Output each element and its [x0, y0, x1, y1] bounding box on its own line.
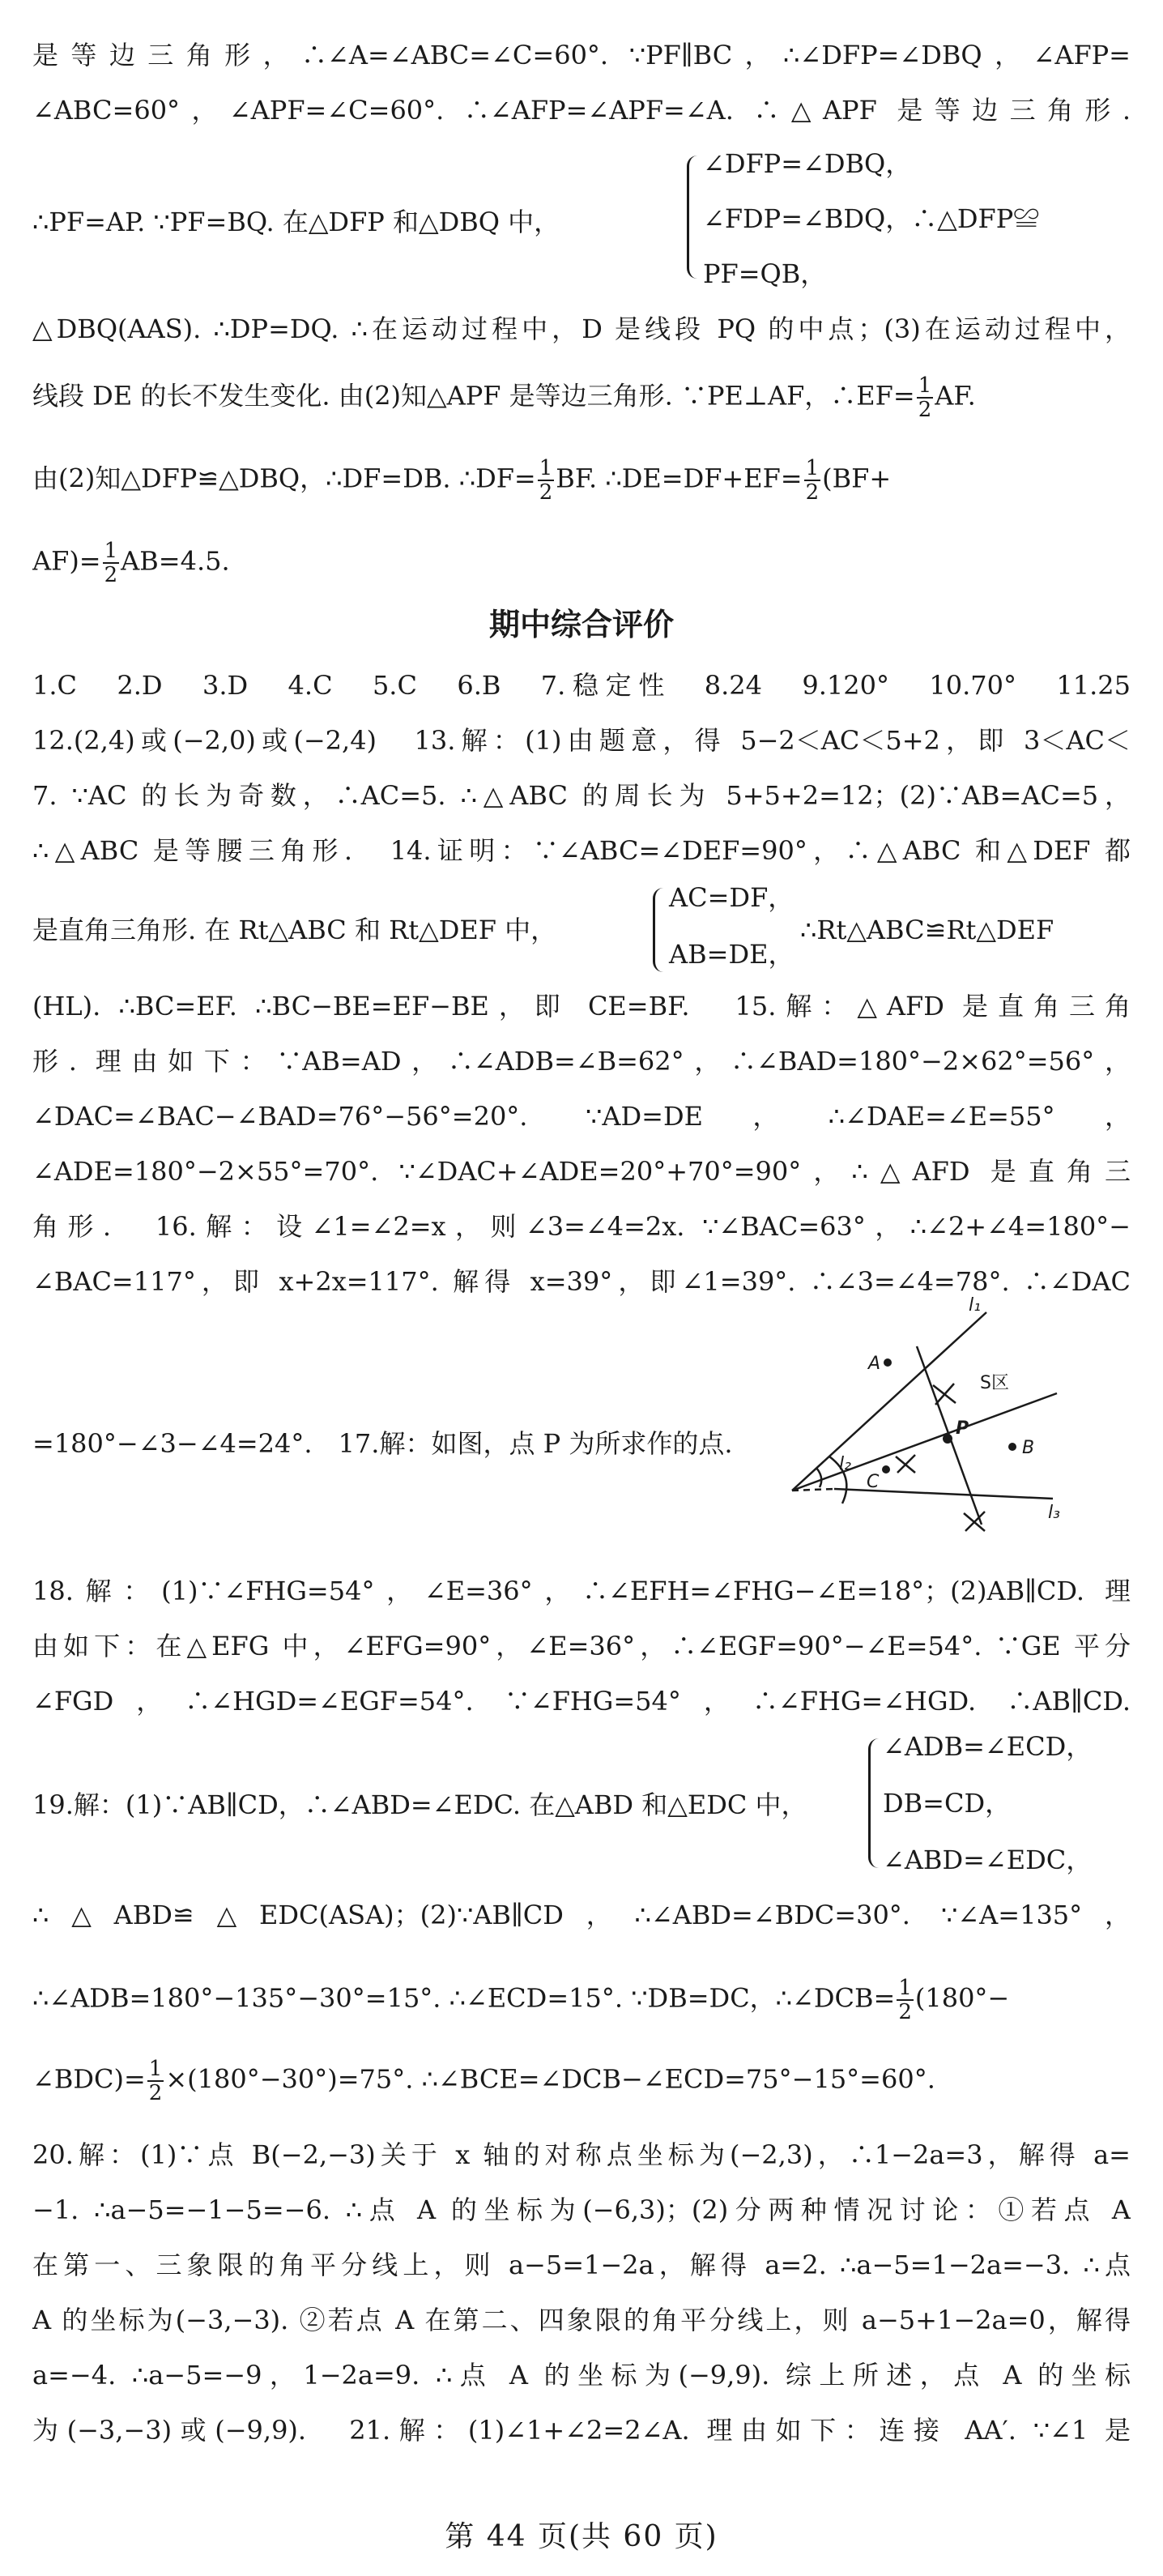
ray-l1: [792, 1312, 986, 1491]
text-line: [32, 540, 1131, 586]
text-segment: AB=4.5.: [121, 545, 230, 577]
label-P: P: [956, 1418, 969, 1439]
point-C: [882, 1465, 890, 1474]
label-l2: l₂: [839, 1454, 851, 1474]
text-line: 1.C 2.D 3.D 4.C 5.C 6.B 7.稳定性 8.24 9.120° 10.70° 11.25: [32, 670, 1131, 701]
brace-line: ∠ADB=∠ECD，: [883, 1731, 1093, 1762]
text-line: 是直角三角形. 在 Rt△ABC 和 Rt△DEF 中，: [32, 915, 557, 945]
fraction-half: $\frac{1}{2}$: [539, 457, 553, 504]
text-segment: ∴∠ADB=180°−135°−30°=15°. ∴∠ECD=15°. ∵DB=DC，∴∠DCB=: [32, 1982, 896, 2014]
text-line: ∠FGD，∴∠HGD=∠EGF=54°. ∵∠FHG=54°，∴∠FHG=∠HGD. ∴AB∥CD.: [32, 1686, 1131, 1717]
point-A: [884, 1358, 892, 1367]
text-segment: AF.: [935, 380, 976, 412]
system-brace: [687, 156, 697, 279]
text-line: 角形. 16.解：设∠1=∠2=x，则∠3=∠4=2x. ∵∠BAC=63°，∴∠2+∠4=180°−: [32, 1211, 1131, 1242]
system-brace: [653, 888, 663, 972]
label-l3: l₃: [1048, 1503, 1060, 1523]
text-line: A 的坐标为(−3,−3). ②若点 A 在第二、四象限的角平分线上，则 a−5+1−2a=0，解得: [32, 2305, 1131, 2335]
text-line: 7. ∵AC 的长为奇数，∴AC=5. ∴△ABC 的周长为 5+5+2=12；(2)∵AB=AC=5，: [32, 780, 1131, 811]
text-line: ∴△ABC 是等腰三角形. 14.证明：∵∠ABC=∠DEF=90°，∴△ABC 和△DEF 都: [32, 835, 1131, 866]
text-segment: BF. ∴DE=DF+EF=: [556, 463, 803, 494]
point-P: [943, 1434, 952, 1444]
text-line: △DBQ(AAS). ∴DP=DQ. ∴在运动过程中，D 是线段 PQ 的中点；(3)在运动过程中，: [32, 313, 1131, 344]
small-arc: [816, 1468, 821, 1487]
text-segment: (180°−: [914, 1982, 1010, 2014]
fraction-half: $\frac{1}{2}$: [898, 1977, 912, 2024]
text-line: ∴△ABD≌△EDC(ASA)；(2)∵AB∥CD，∴∠ABD=∠BDC=30°. ∵∠A=135°，: [32, 1900, 1131, 1930]
text-line: ∠DAC=∠BAC−∠BAD=76°−56°=20°. ∵AD=DE，∴∠DAE=∠E=55°，: [32, 1101, 1131, 1132]
system-brace: [868, 1738, 879, 1868]
label-C: C: [867, 1472, 880, 1492]
brace-line: PF=QB，: [703, 258, 827, 289]
text-line: [32, 374, 1131, 421]
text-line: −1. ∴a−5=−1−5=−6. ∴点 A 的坐标为(−6,3)；(2)分两种情况讨论：①若点 A: [32, 2194, 1131, 2225]
fraction-half: $\frac{1}{2}$: [104, 540, 118, 586]
text-line: 是等边三角形，∴∠A=∠ABC=∠C=60°. ∵PF∥BC，∴∠DFP=∠DBQ，∠AFP=: [32, 40, 1131, 70]
label-S: S区: [980, 1373, 1009, 1393]
label-l1: l₁: [969, 1296, 981, 1316]
brace-line: AB=DE，: [669, 939, 795, 970]
point-B: [1008, 1443, 1016, 1451]
text-line: 20.解：(1)∵点 B(−2,−3)关于 x 轴的对称点坐标为(−2,3)，∴1−2a=3，解得 a=: [32, 2139, 1131, 2170]
text-line: ∠ADE=180°−2×55°=70°. ∵∠DAC+∠ADE=20°+70°=90°，∴△AFD 是直角三: [32, 1156, 1131, 1187]
label-B: B: [1022, 1438, 1035, 1458]
text-line: =180°−∠3−∠4=24°. 17.解：如图，点 P 为所求作的点.: [32, 1428, 733, 1459]
brace-line: ∠ABD=∠EDC，: [883, 1845, 1093, 1875]
text-segment: (BF+: [822, 463, 892, 494]
brace-line: ∠DFP=∠DBQ，: [703, 148, 912, 179]
text-line: 12.(2,4)或(−2,0)或(−2,4) 13.解：(1)由题意，得 5−2＜AC＜5+2，即 3＜AC＜: [32, 725, 1131, 756]
text-line: ∠ABC=60°，∠APF=∠C=60°. ∴∠AFP=∠APF=∠A. ∴△APF 是等边三角形.: [32, 95, 1131, 126]
text-segment: ×(180°−30°)=75°. ∴∠BCE=∠DCB−∠ECD=75°−15°=60°.: [165, 2063, 935, 2095]
text-line: 为(−3,−3)或(−9,9). 21.解：(1)∠1+∠2=2∠A. 理由如下：连接 AA′. ∵∠1 是: [32, 2415, 1131, 2446]
fraction-half: $\frac{1}{2}$: [805, 457, 820, 504]
text-segment: AF)=: [32, 545, 101, 577]
bisector-line: [792, 1393, 1057, 1491]
page-footer: 第 44 页(共 60 页): [445, 2520, 718, 2553]
section-title: 期中综合评价: [488, 607, 674, 642]
text-line: (HL). ∴BC=EF. ∴BC−BE=EF−BE，即 CE=BF. 15.解：△AFD 是直角三角: [32, 991, 1131, 1021]
text-line: 由如下：在△EFG 中，∠EFG=90°，∠E=36°，∴∠EGF=90°−∠E=54°. ∵GE 平分: [32, 1631, 1131, 1661]
text-line: [32, 1977, 1131, 2024]
text-line: ∠BAC=117°，即 x+2x=117°. 解得 x=39°，即∠1=39°. ∴∠3=∠4=78°. ∴∠DAC: [32, 1266, 1131, 1297]
text-segment: 线段 DE 的长不发生变化. 由(2)知△APF 是等边三角形. ∵PE⊥AF，∴EF=: [32, 380, 915, 412]
brace-line: AC=DF，: [669, 882, 795, 913]
construction-figure: [777, 1296, 1069, 1539]
fraction-half: $\frac{1}{2}$: [918, 374, 932, 421]
arc-mark-upper-2: [935, 1384, 954, 1405]
brace-line: ∠FDP=∠BDQ，∴△DFP≌: [703, 203, 1040, 234]
text-line: 在第一、三象限的角平分线上，则 a−5=1−2a，解得 a=2. ∴a−5=1−2a=−3. ∴点: [32, 2250, 1131, 2280]
label-A: A: [868, 1354, 881, 1374]
text-line: [32, 457, 1131, 504]
text-segment: 由(2)知△DFP≌△DBQ，∴DF=DB. ∴DF=: [32, 463, 536, 494]
text-line: 形. 理由如下：∵AB=AD，∴∠ADB=∠B=62°，∴∠BAD=180°−2×62°=56°，: [32, 1046, 1131, 1077]
text-line: ∴PF=AP. ∵PF=BQ. 在△DFP 和△DBQ 中，: [32, 207, 560, 237]
text-line: 19.解：(1)∵AB∥CD，∴∠ABD=∠EDC. 在△ABD 和△EDC 中，: [32, 1789, 807, 1820]
brace-line: DB=CD，: [883, 1788, 1012, 1819]
fraction-half: $\frac{1}{2}$: [148, 2058, 163, 2105]
text-segment: ∠BDC)=: [32, 2063, 146, 2095]
brace-line: ∴Rt△ABC≌Rt△DEF: [800, 915, 1054, 945]
text-line: [32, 2058, 1131, 2105]
text-line: 18.解：(1)∵∠FHG=54°，∠E=36°，∴∠EFH=∠FHG−∠E=18°；(2)AB∥CD. 理: [32, 1576, 1131, 1606]
text-line: a=−4. ∴a−5=−9，1−2a=9. ∴点 A 的坐标为(−9,9). 综上所述，点 A 的坐标: [32, 2360, 1131, 2390]
